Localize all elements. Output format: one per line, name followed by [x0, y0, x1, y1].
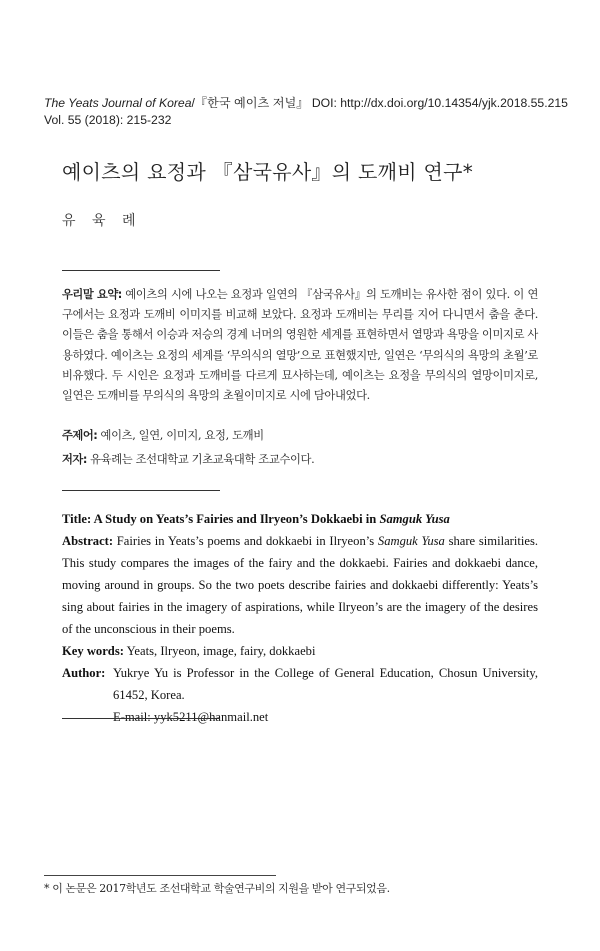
english-abstract-paragraph: [62, 530, 538, 640]
article-title: 예이츠의 요정과 『삼국유사』의 도깨비 연구*: [62, 160, 474, 184]
korean-keywords-label: 주제어:: [62, 429, 98, 442]
korean-abstract-text: 예이츠의 시에 나오는 요정과 일연의 『삼국유사』의 도깨비는 유사한 점이 있다. 이 연구에서는 요정과 도깨비 이미지를 비교해 보았다. 요정과 도깨비는 무리를 지어 다니면서 춤을 춘다. 이들은 춤을 통해서 이승과 저승의 경계 너머의 영원한 세계를 표현하면서 열망과 욕망을 이미지로 사용하였다. 예이츠는 요정의 세계를 ‘무의식의 열망’으로 표현했지만, 일연은 ‘무의식의 욕망의 초월’로 비유했다. 두 시인은 요정과 도깨비를 다르게 묘사하는데, 예이츠는 요정을 무의식의 열망이미지로, 일연은 도깨비를 무의식의 욕망의 초월이미지로 시에 담아내었다.: [62, 288, 539, 403]
doi-link[interactable]: DOI: http://dx.doi.org/10.14354/yjk.2018.55.215: [308, 96, 568, 110]
english-abstract-text-2: share similarities. This study compares the images of the fairy and the dokkaebi. Fairies and dokkaebi dance, moving around in groups. So the two poets describe fairies and dokkaebi differently: Yeats’s sing about fairies in the imagery of aspirations, while Ilryeon’s are the imagery of the desires of the unconscious in their poems.: [62, 534, 538, 636]
korean-keywords: [62, 426, 538, 446]
english-abstract-italic: Samguk Yusa: [377, 534, 445, 548]
english-author: [62, 662, 538, 706]
journal-name: The Yeats Journal of Korea: [44, 96, 192, 110]
journal-header: [44, 95, 584, 129]
english-title-text: Title: A Study on Yeats’s Fairies and Ilryeon’s Dokkaebi in: [62, 512, 380, 526]
korean-keywords-text: 예이츠, 일연, 이미지, 요정, 도깨비: [97, 429, 264, 442]
english-keywords-label: Key words:: [62, 644, 124, 658]
english-abstract: [62, 508, 538, 728]
english-author-label: Author:: [62, 666, 106, 680]
journal-name-ko: /『한국 예이츠 저널』: [191, 96, 309, 110]
korean-author-text: 유육례는 조선대학교 기초교육대학 조교수이다.: [86, 453, 315, 466]
volume-info: Vol. 55 (2018): 215-232: [44, 113, 172, 127]
english-title-italic: Samguk Yusa: [379, 512, 450, 526]
divider: [62, 718, 220, 719]
english-keywords-text: Yeats, Ilryeon, image, fairy, dokkaebi: [123, 644, 316, 658]
english-abstract-text-1: Fairies in Yeats’s poems and dokkaebi in Ilryeon’s: [113, 534, 378, 548]
footnote: * 이 논문은 2017학년도 조선대학교 학술연구비의 지원을 받아 연구되었음.: [44, 882, 390, 895]
english-keywords: [62, 640, 538, 662]
english-abstract-label: Abstract:: [62, 534, 114, 548]
korean-abstract: [62, 285, 538, 406]
english-title: [62, 508, 538, 530]
journal-citation-line: [44, 95, 584, 112]
author-email[interactable]: E-mail: yyk5211@hanmail.net: [113, 710, 269, 724]
footnote-divider: [44, 875, 276, 876]
english-author-text: Yukrye Yu is Professor in the College of General Education, Chosun University, 61452, Korea.: [113, 666, 538, 702]
korean-author-label: 저자:: [62, 453, 87, 466]
korean-abstract-label: 우리말 요약:: [62, 288, 122, 301]
divider: [62, 490, 220, 491]
divider: [62, 270, 220, 271]
korean-author-note: [62, 450, 538, 470]
author-name: 유 육 례: [62, 213, 142, 229]
